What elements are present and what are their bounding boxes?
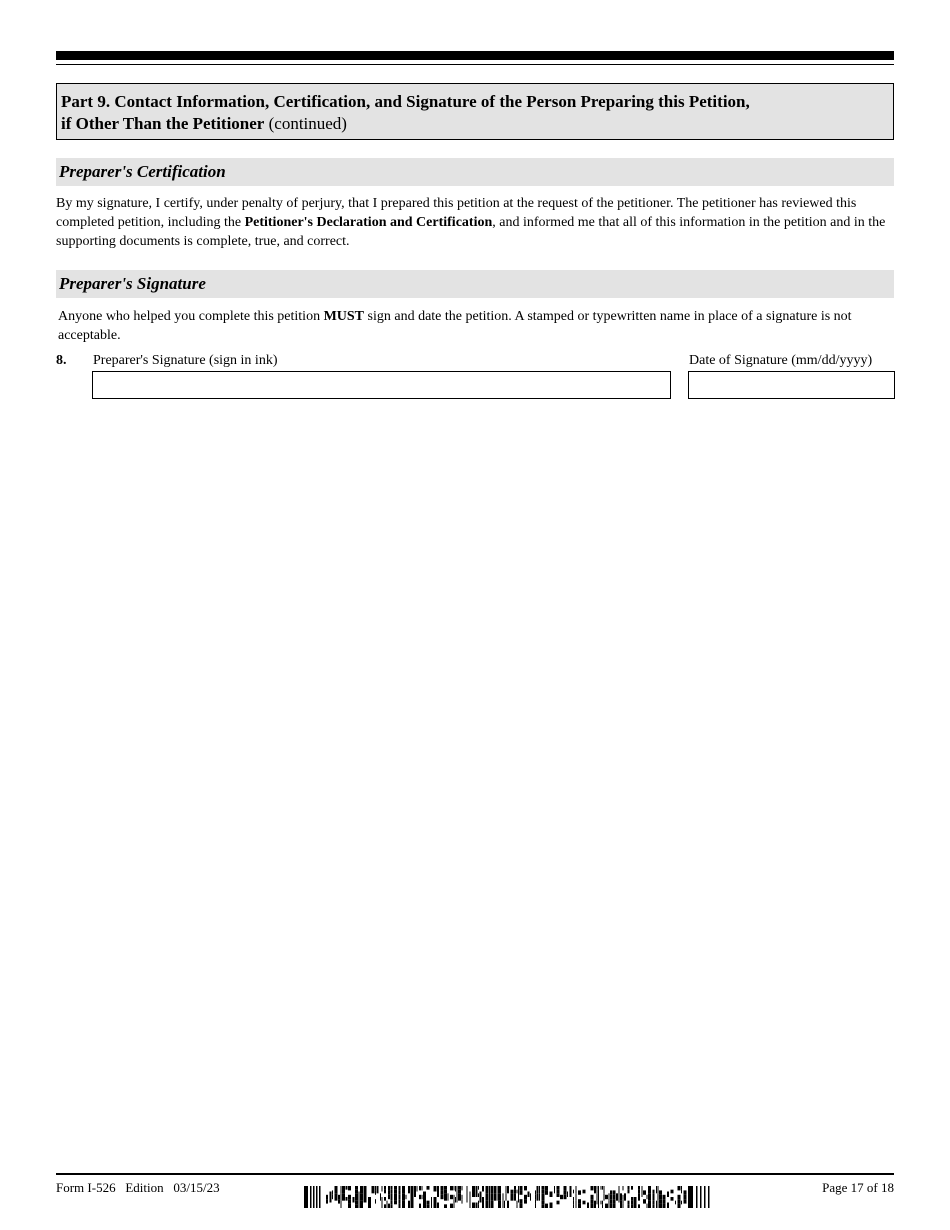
certification-text-before: By my signature, I certify, under penalty of perjury, that I prepared this petition at the request of the petitioner. The petitioner has reviewed this completed petition, including the: [56, 196, 857, 230]
signature-date-field[interactable]: [688, 371, 895, 399]
signature-heading: Preparer's Signature: [59, 274, 206, 293]
part-header: [56, 83, 894, 140]
signature-heading-band: [56, 270, 894, 298]
certification-heading-band: [56, 158, 894, 186]
signature-paragraph: [58, 307, 892, 345]
certification-paragraph: [56, 194, 894, 251]
part-header-title: [61, 91, 750, 135]
certification-text-after: , and informed me that all of this information in the petition and in the supporting documents is complete, true, and correct.: [56, 215, 886, 249]
footer-page-number: Page 17 of 18: [822, 1180, 894, 1195]
certification-text-bold: Petitioner's Declaration and Certification: [244, 215, 493, 230]
part-header-continued: (continued): [264, 114, 347, 133]
part-header-line1: Part 9. Contact Information, Certification, and Signature of the Person Preparing this Petition,: [61, 92, 750, 111]
signature-text-before: Anyone who helped you complete this petition: [58, 309, 324, 324]
signature-date-label: Date of Signature (mm/dd/yyyy): [689, 353, 873, 368]
preparer-signature-label: Preparer's Signature (sign in ink): [93, 353, 278, 368]
part-header-line2: if Other Than the Petitioner: [61, 114, 265, 133]
top-rule-thick: [56, 51, 894, 60]
footer-form-edition: Form I-526 Edition 03/15/23: [56, 1180, 220, 1195]
signature-text-after: sign and date the petition. A stamped or typewritten name in place of a signature is not acceptable.: [58, 309, 852, 343]
footer-rule: [56, 1173, 894, 1175]
top-rule-thin: [56, 64, 894, 65]
barcode-image: [304, 1186, 712, 1208]
item-number: 8.: [56, 353, 67, 368]
preparer-signature-field[interactable]: [92, 371, 671, 399]
signature-text-bold: MUST: [323, 309, 365, 324]
certification-heading: Preparer's Certification: [59, 162, 226, 181]
